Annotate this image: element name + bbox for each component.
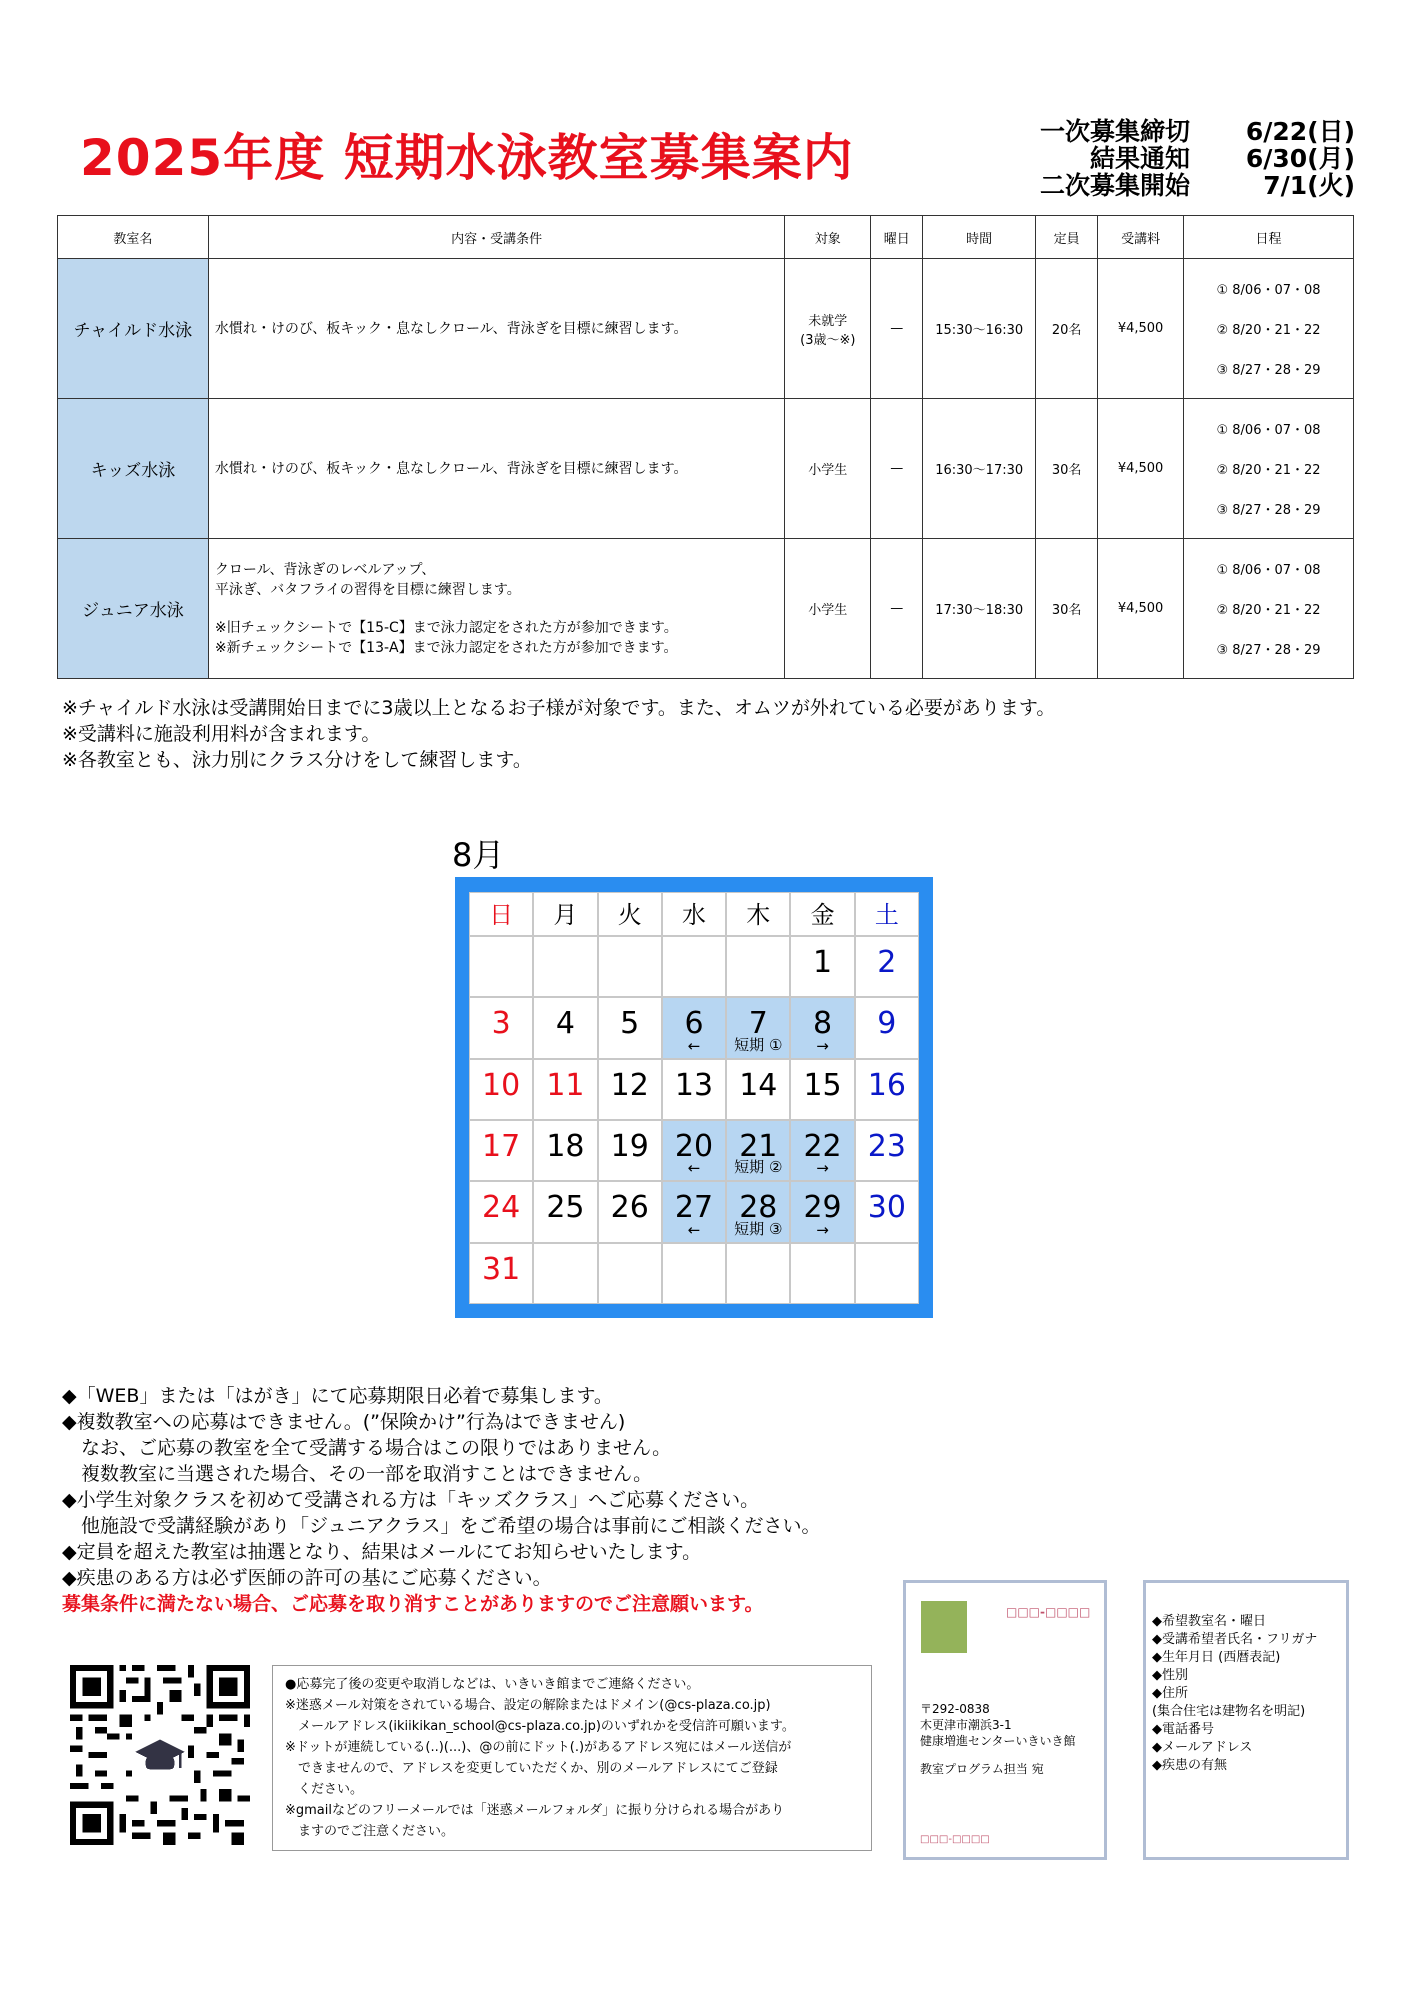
calendar-day [533,1120,597,1181]
calendar-day [598,1059,662,1120]
calendar-day [855,1059,919,1120]
sender-zip-boxes: □□□-□□□□ [920,1834,990,1845]
contact-line: できませんので、アドレスを変更していただくか、別のメールアドレスにてご登録 [285,1761,778,1776]
calendar-day [598,997,662,1058]
column-header: 内容・受講条件 [208,216,784,259]
contact-line: メールアドレス(ikiikikan_school@cs-plaza.co.jp)のいずれかを受信許可願います。 [285,1719,795,1734]
info-line: 複数教室に当選された場合、その一部を取消すことはできません。 [62,1463,653,1485]
description-line [215,600,784,618]
column-header: 日程 [1184,216,1354,259]
session-label: 短期 ③ [734,1219,783,1238]
arrow-right-icon: → [816,1220,829,1239]
day-number: 24 [482,1190,521,1226]
day-number: 25 [546,1190,585,1226]
calendar-day [533,997,597,1058]
day-number: 29 [803,1190,842,1226]
table-row [58,399,1354,539]
zip-code-boxes: □□□-□□□□ [1006,1605,1091,1619]
weekday-header: 月 [533,892,597,936]
calendar-day [855,997,919,1058]
day-number: 13 [674,1067,714,1103]
calendar-day [598,1120,662,1181]
calendar-day [662,1059,726,1120]
class-day: — [871,399,923,539]
postcard-field: ◆希望教室名・曜日 [1152,1614,1266,1629]
calendar-empty-cell [662,1243,726,1304]
class-time: 17:30～18:30 [923,539,1036,679]
description-line: 水慣れ・けのび、板キック・息なしクロール、背泳ぎを目標に練習します。 [214,460,688,477]
class-description [208,539,784,679]
postcard-field: ◆疾患の有無 [1152,1758,1227,1773]
note-line: ※各教室とも、泳力別にクラス分けをして練習します。 [62,749,532,771]
session-label: 短期 ① [734,1035,783,1054]
day-number: 2 [877,945,897,980]
day-number: 7 [748,1006,768,1042]
arrow-right-icon: → [816,1159,829,1178]
table-header-row [58,216,1354,259]
postcard-zip: 〒292-0838 [920,1702,990,1716]
calendar-day [469,1059,533,1120]
arrow-right-icon: → [816,1036,829,1055]
postcard-field: ◆性別 [1152,1668,1188,1683]
day-number: 1 [813,945,833,980]
calendar-day [726,1059,790,1120]
day-number: 30 [867,1190,906,1226]
description-line: ※旧チェックシートで【15-C】まで泳力認定をされた方が参加できます。 [214,619,678,636]
column-header: 定員 [1036,216,1098,259]
calendar-day [855,1181,919,1242]
info-line: ◆「WEB」または「はがき」にて応募期限日必着で募集します。 [62,1385,613,1407]
day-number: 27 [674,1190,714,1226]
table-row [58,539,1354,679]
deadline-label: 一次募集締切 [1039,117,1190,146]
calendar-empty-cell [726,1243,790,1304]
calendar-day [469,1181,533,1242]
class-capacity: 20名 [1036,259,1098,399]
class-day: — [871,259,923,399]
contact-line: ●応募完了後の変更や取消しなどは、いきいき館までご連絡ください。 [285,1677,700,1692]
calendar-empty-cell [533,936,597,997]
postcard-back [1143,1580,1349,1860]
calendar-day [469,997,533,1058]
schedule-list [1184,269,1353,389]
class-name: ジュニア水泳 [58,539,209,679]
day-number: 8 [813,1006,833,1042]
calendar-day [790,997,854,1058]
schedule-list [1184,549,1353,669]
class-schedule [1184,399,1354,539]
calendar-empty-cell [726,936,790,997]
contact-line: ください。 [285,1782,364,1797]
day-number: 15 [803,1067,842,1103]
calendar-day [533,1059,597,1120]
info-line: ◆定員を超えた教室は抽選となり、結果はメールにてお知らせいたします。 [62,1541,702,1563]
calendar-month: 8月 [452,836,505,874]
class-target: 小学生 [785,399,871,539]
warning-text: 募集条件に満たない場合、ご応募を取り消すことがありますのでご注意願います。 [62,1593,764,1615]
application-info [62,1383,820,1617]
calendar-day [469,1243,533,1304]
class-name: チャイルド水泳 [58,259,209,399]
class-description [208,399,784,539]
info-line: ◆小学生対象クラスを初めて受講される方は「キッズクラス」へご応募ください。 [62,1489,760,1511]
postcard-field: ◆住所 [1152,1686,1188,1701]
arrow-left-icon: ← [687,1159,701,1178]
deadline-value: 6/22(日) [1245,117,1355,146]
day-number: 6 [684,1006,704,1042]
deadline-row [1000,172,1355,199]
calendar-day [726,997,790,1058]
description-line: クロール、背泳ぎのレベルアップ、 [214,561,436,578]
weekday-header: 火 [598,892,662,936]
notes [62,695,1055,773]
weekday-header: 木 [726,892,790,936]
class-table [57,215,1354,679]
class-target: 小学生 [785,539,871,679]
deadline-row [1000,118,1355,145]
calendar-day [855,1120,919,1181]
calendar-day [855,936,919,997]
day-number: 18 [546,1128,585,1164]
calendar-empty-cell [662,936,726,997]
note-line: ※受講料に施設利用料が含まれます。 [62,723,381,745]
contact-notice [272,1665,872,1851]
calendar-day [790,1120,854,1181]
calendar-day [790,1059,854,1120]
day-number: 26 [610,1190,649,1226]
postcard-front [903,1580,1107,1860]
session-label: 短期 ② [734,1158,783,1177]
postcard-field: (集合住宅は建物名を明記) [1152,1704,1306,1719]
day-number: 22 [803,1128,842,1164]
day-number: 16 [867,1067,906,1103]
deadline-label: 結果通知 [1089,144,1190,173]
stamp-icon [921,1601,967,1653]
postcard-address [920,1701,1076,1777]
day-number: 21 [739,1128,778,1164]
class-fee: ¥4,500 [1098,259,1184,399]
schedule-item: ③ 8/27・28・29 [1216,503,1321,518]
day-number: 23 [867,1128,906,1164]
deadline-label: 二次募集開始 [1039,171,1190,200]
day-number: 10 [482,1067,521,1103]
calendar-day [662,997,726,1058]
class-name: キッズ水泳 [58,399,209,539]
calendar-day [726,1181,790,1242]
calendar-empty-cell [598,936,662,997]
column-header: 対象 [785,216,871,259]
class-time: 16:30～17:30 [923,399,1036,539]
weekday-header: 土 [855,892,919,936]
class-time: 15:30～16:30 [923,259,1036,399]
weekday-header: 水 [662,892,726,936]
day-number: 20 [674,1128,714,1164]
day-number: 12 [610,1067,649,1103]
postcard-address-line: 木更津市潮浜3-1 [920,1718,1012,1732]
column-header: 教室名 [58,216,209,259]
weekday-header: 金 [790,892,854,936]
postcard-recipient: 教室プログラム担当 宛 [920,1762,1044,1776]
class-capacity: 30名 [1036,399,1098,539]
arrow-left-icon: ← [687,1036,701,1055]
contact-line: ますのでご注意ください。 [285,1824,455,1839]
class-schedule [1184,259,1354,399]
calendar-empty-cell [790,1243,854,1304]
calendar [455,877,933,1318]
table-row [58,259,1354,399]
class-fee: ¥4,500 [1098,539,1184,679]
calendar-day [662,1181,726,1242]
description-line: 水慣れ・けのび、板キック・息なしクロール、背泳ぎを目標に練習します。 [214,320,688,337]
calendar-day [469,1120,533,1181]
info-line: 他施設で受講経験があり「ジュニアクラス」をご希望の場合は事前にご相談ください。 [62,1515,821,1537]
description-line: ※新チェックシートで【13-A】まで泳力認定をされた方が参加できます。 [214,639,678,656]
schedule-item: ② 8/20・21・22 [1216,323,1321,338]
day-number: 28 [739,1190,778,1226]
calendar-empty-cell [855,1243,919,1304]
contact-line: ※gmailなどのフリーメールでは「迷惑メールフォルダ」に振り分けられる場合があり [285,1803,785,1818]
postcard-address-line: 健康増進センターいきいき館 [920,1734,1076,1748]
schedule-item: ② 8/20・21・22 [1216,603,1321,618]
class-description [208,259,784,399]
postcard-field: ◆メールアドレス [1152,1740,1253,1755]
day-number: 17 [482,1128,521,1164]
calendar-grid [469,892,919,1304]
calendar-day [790,1181,854,1242]
day-number: 4 [555,1006,575,1042]
day-number: 5 [620,1006,640,1042]
class-fee: ¥4,500 [1098,399,1184,539]
note-line: ※チャイルド水泳は受講開始日までに3歳以上となるお子様が対象です。また、オムツが外れている必要があります。 [62,697,1056,719]
column-header: 時間 [923,216,1036,259]
description-line: 平泳ぎ、バタフライの習得を目標に練習します。 [214,581,521,598]
deadline-value: 6/30(月) [1245,144,1355,173]
day-number: 9 [877,1006,897,1042]
page-title: 2025年度 短期水泳教室募集案内 [80,129,854,187]
deadline-value: 7/1(火) [1263,171,1355,200]
deadline-list [1000,118,1355,199]
column-header: 曜日 [871,216,923,259]
info-line: ◆複数教室への応募はできません。(”保険かけ”行為はできません) [62,1411,626,1433]
postcard-field: ◆電話番号 [1152,1722,1214,1737]
calendar-day [662,1120,726,1181]
contact-line: ※ドットが連続している(..)(...)、@の前にドット(.)があるアドレス宛にはメール送信が [285,1740,792,1755]
class-day: — [871,539,923,679]
schedule-item: ① 8/06・07・08 [1216,283,1321,298]
day-number: 14 [739,1067,778,1103]
day-number: 11 [546,1067,585,1103]
class-schedule [1184,539,1354,679]
info-line: ◆疾患のある方は必ず医師の許可の基にご応募ください。 [62,1567,552,1589]
arrow-left-icon: ← [687,1220,701,1239]
schedule-list [1184,409,1353,529]
schedule-item: ③ 8/27・28・29 [1216,643,1321,658]
schedule-item: ③ 8/27・28・29 [1216,363,1321,378]
qr-code-icon[interactable] [70,1665,250,1845]
weekday-header: 日 [469,892,533,936]
calendar-day [726,1120,790,1181]
calendar-day [533,1181,597,1242]
day-number: 19 [610,1128,649,1164]
deadline-row [1000,145,1355,172]
class-capacity: 30名 [1036,539,1098,679]
calendar-empty-cell [469,936,533,997]
info-line: なお、ご応募の教室を全て受講する場合はこの限りではありません。 [62,1437,672,1459]
schedule-item: ① 8/06・07・08 [1216,423,1321,438]
calendar-empty-cell [598,1243,662,1304]
calendar-day [598,1181,662,1242]
contact-line: ※迷惑メール対策をされている場合、設定の解除またはドメイン(@cs-plaza.co.jp) [285,1698,771,1713]
postcard-field: ◆生年月日 (西暦表記) [1152,1650,1281,1665]
calendar-empty-cell [533,1243,597,1304]
day-number: 31 [482,1251,521,1287]
schedule-item: ① 8/06・07・08 [1216,563,1321,578]
calendar-day [790,936,854,997]
postcard-field: ◆受講希望者氏名・フリガナ [1152,1632,1318,1647]
column-header: 受講料 [1098,216,1184,259]
class-target: 未就学 (3歳～※) [785,259,871,399]
day-number: 3 [491,1006,511,1042]
schedule-item: ② 8/20・21・22 [1216,463,1321,478]
